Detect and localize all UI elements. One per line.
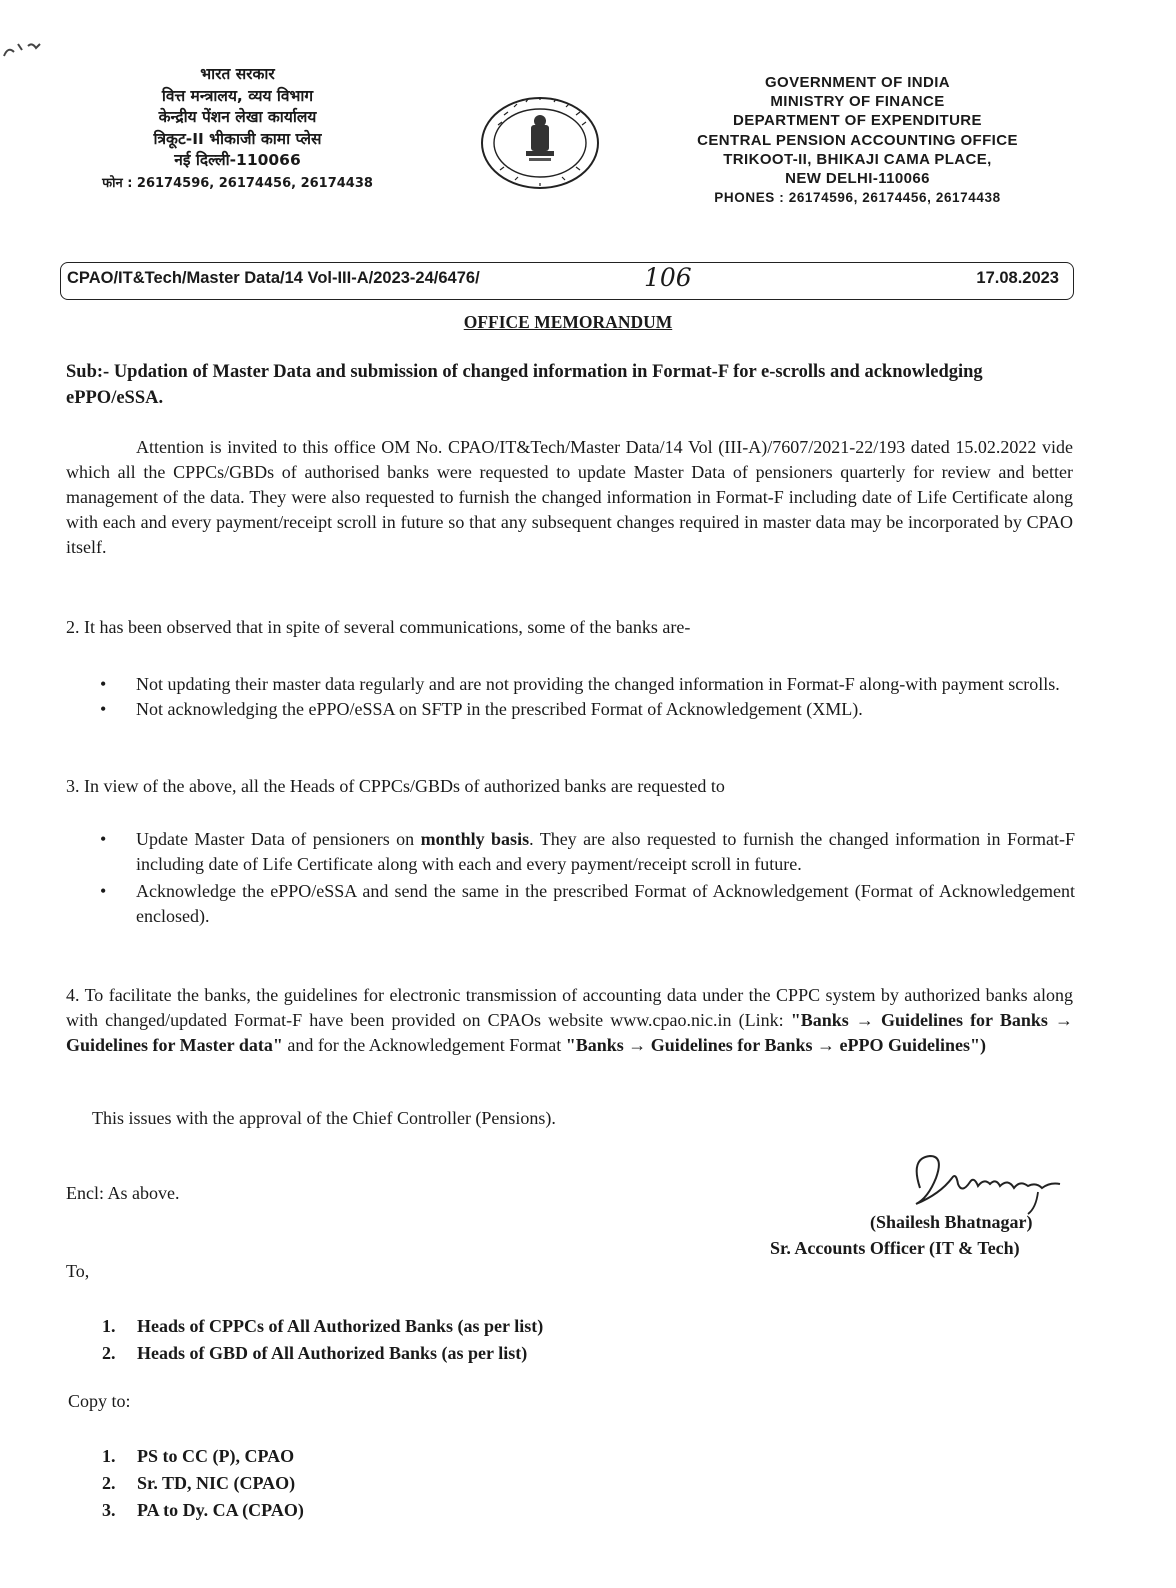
handwritten-signature [900,1148,1080,1218]
reference-box [60,262,1074,300]
hindi-line-2: वित्त मन्त्रालय, व्यय विभाग [161,86,314,105]
list-text: Sr. TD, NIC (CPAO) [137,1473,296,1493]
bullet-text-post: . They are also requested to furnish the changed information in Format-F including date of Life Certificate along with each and every payment/receipt scroll in future. [136,829,1075,874]
list-item: • Acknowledge the ePPO/eSSA and send the same in the prescribed Format of Acknowledgement (Format of Acknowledgement enclosed). [100,879,1075,928]
english-line-2: MINISTRY OF FINANCE [770,93,945,111]
paragraph-5: This issues with the approval of the Chief Controller (Pensions). [92,1108,556,1128]
subject-line: Sub:- Updation of Master Data and submission of changed information in Format-F for e-scrolls and acknowledging ePPO/eSSA. [66,362,983,408]
english-line-1: GOVERNMENT OF INDIA [764,74,951,91]
para4-text-pre: 4. To facilitate the banks, the guidelines for electronic transmission of accounting data under the CPPC system by authorized banks along with changed/updated Format-F have been provided on CPAOs website www.cpao.nic.in (Link: [66,985,1073,1030]
list-number: 3. [102,1500,116,1520]
reference-number: CPAO/IT&Tech/Master Data/14 Vol-III-A/2023-24/6476/ [67,269,480,287]
list-item [102,1313,543,1340]
hindi-letterhead [70,64,405,194]
english-letterhead [640,73,1075,207]
handwritten-ref: 106 [644,263,692,292]
paragraph-2: 2. It has been observed that in spite of several communications, some of the banks are- [66,617,691,637]
signatory-designation: Sr. Accounts Officer (IT & Tech) [770,1238,1020,1258]
cpao-seal-icon [478,95,602,191]
paragraph-4 [66,983,1073,1058]
hindi-phones: फोन : 26174596, 26174456, 26174438 [102,175,373,191]
list-item [102,1470,304,1497]
english-line-5: TRIKOOT-II, BHIKAJI CAMA PLACE, [723,150,992,168]
paragraph-3: 3. In view of the above, all the Heads of CPPCs/GBDs of authorized banks are requested to [66,776,725,796]
scan-mark-icon [2,38,50,62]
list-text: Heads of CPPCs of All Authorized Banks (as per list) [137,1316,544,1336]
website-link-master-data: "Banks → Guidelines for Banks → Guidelines for Master data" [66,1010,1073,1055]
hindi-line-5: नई दिल्ली-110066 [174,151,301,169]
list-item [100,827,1075,876]
list-item [102,1340,543,1367]
hindi-line-3: केन्द्रीय पेंशन लेखा कार्यालय [158,108,317,126]
bullet-text-pre: Update Master Data of pensioners on [136,829,421,849]
to-label: To, [66,1261,90,1281]
para4-text-mid: and for the Acknowledgement Format [282,1035,566,1055]
list-item: • Not acknowledging the ePPO/eSSA on SFTP in the prescribed Format of Acknowledgement (XML). [100,697,1075,722]
list-item: • Not updating their master data regularly and are not providing the changed information in Format-F along-with payment scrolls. [100,672,1075,697]
memo-date: 17.08.2023 [976,269,1059,287]
copy-list [102,1443,304,1524]
list-text: Heads of GBD of All Authorized Banks (as per list) [137,1343,528,1363]
hindi-line-1: भारत सरकार [200,65,275,83]
list-number: 2. [102,1473,116,1493]
page-title: OFFICE MEMORANDUM [463,312,673,332]
paragraph-3-bullets [100,827,1075,928]
signatory-name: (Shailesh Bhatnagar) [870,1212,1033,1232]
website-link-eppo: "Banks → Guidelines for Banks → ePPO Guidelines") [565,1035,986,1055]
list-number: 1. [102,1446,116,1466]
bullet-text-bold: monthly basis [420,829,530,849]
list-text: PS to CC (P), CPAO [137,1446,295,1466]
english-phones: PHONES : 26174596, 26174456, 26174438 [714,190,1001,206]
list-number: 2. [102,1343,116,1363]
copy-to-label: Copy to: [68,1391,131,1411]
hindi-line-4: त्रिकूट-II भीकाजी कामा प्लेस [153,129,322,148]
list-item [102,1497,304,1524]
english-line-4: CENTRAL PENSION ACCOUNTING OFFICE [697,131,1018,149]
english-line-3: DEPARTMENT OF EXPENDITURE [733,112,982,130]
list-item [102,1443,304,1470]
paragraph-2-bullets [100,672,1075,721]
enclosure-note: Encl: As above. [66,1183,180,1203]
list-text: PA to Dy. CA (CPAO) [137,1500,304,1520]
recipient-list [102,1313,543,1367]
paragraph-1: Attention is invited to this office OM No. CPAO/IT&Tech/Master Data/14 Vol (III-A)/7607/2021-22/193 dated 15.02.2022 vide which all the CPPCs/GBDs of authorised banks were requested to update Master Data of pensioners quarterly for review and better management of the data. They were also requested to furnish the changed information in Format-F including date of Life Certificate along with each and every payment/receipt scroll in future so that any subsequent changes required in master data may be incorporated by CPAO itself. [66,437,1073,557]
list-number: 1. [102,1316,116,1336]
english-line-6: NEW DELHI-110066 [785,170,930,188]
